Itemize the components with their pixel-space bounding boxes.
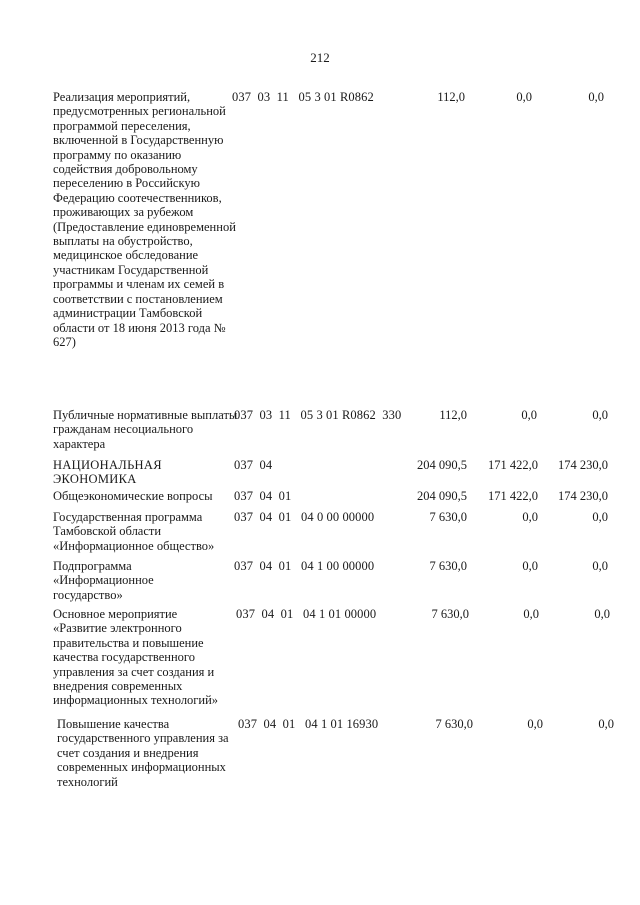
row-value-2: 0,0 [521,408,537,422]
row-code: 037 03 11 05 3 01 R0862 [232,90,374,104]
row-value-2: 0,0 [527,717,543,731]
row-description: Публичные нормативные выплаты гражданам несоциального характера [53,408,238,451]
row-value-2: 0,0 [516,90,532,104]
row-value-3: 0,0 [598,717,614,731]
row-value-3: 0,0 [592,559,608,573]
row-code: 037 04 [234,458,273,472]
row-value-3: 0,0 [592,510,608,524]
row-value-1: 204 090,5 [417,458,467,472]
row-value-1: 7 630,0 [429,510,467,524]
row-value-3: 0,0 [588,90,604,104]
row-value-2: 0,0 [522,510,538,524]
row-description: НАЦИОНАЛЬНАЯ ЭКОНОМИКА [53,458,162,487]
row-value-1: 112,0 [439,408,467,422]
row-description: Государственная программа Тамбовской области «Информационное общество» [53,510,215,553]
row-description: Подпрограмма «Информационное государство» [53,559,154,602]
row-code: 037 04 01 04 1 01 16930 [238,717,379,731]
row-code: 037 03 11 05 3 01 R0862 330 [234,408,402,422]
row-code: 037 04 01 04 1 01 00000 [236,607,377,621]
row-value-1: 112,0 [437,90,465,104]
row-code: 037 04 01 [234,489,292,503]
row-value-2: 0,0 [522,559,538,573]
row-value-1: 7 630,0 [435,717,473,731]
row-value-2: 171 422,0 [488,489,538,503]
row-value-1: 204 090,5 [417,489,467,503]
row-value-1: 7 630,0 [429,559,467,573]
page-number: 212 [310,50,330,65]
row-value-2: 171 422,0 [488,458,538,472]
row-value-3: 174 230,0 [558,458,608,472]
row-description: Общеэкономические вопросы [53,489,213,503]
row-value-1: 7 630,0 [431,607,469,621]
row-code: 037 04 01 04 1 00 00000 [234,559,375,573]
row-code: 037 04 01 04 0 00 00000 [234,510,375,524]
row-description: Реализация мероприятий, предусмотренных региональной программой переселения, включенной в Государственную программу по оказанию содействия добровольному переселению в Российскую Федерацию соотечественников, проживающих за рубежом (Предоставление единовременной выплаты на обустройство, медицинское обследование участникам Государственной программы и членам их семей в соответствии с постановлением администрации Тамбовской области от 18 июня 2013 года № 627) [53,90,236,349]
row-value-2: 0,0 [523,607,539,621]
row-description: Повышение качества государственного управления за счет создания и внедрения современных информационных технологий [57,717,229,789]
row-value-3: 174 230,0 [558,489,608,503]
row-description: Основное мероприятие «Развитие электронного правительства и повышение качества государственного управления за счет создания и внедрения современных информационных технологий» [53,607,219,708]
row-value-3: 0,0 [594,607,610,621]
row-value-3: 0,0 [592,408,608,422]
